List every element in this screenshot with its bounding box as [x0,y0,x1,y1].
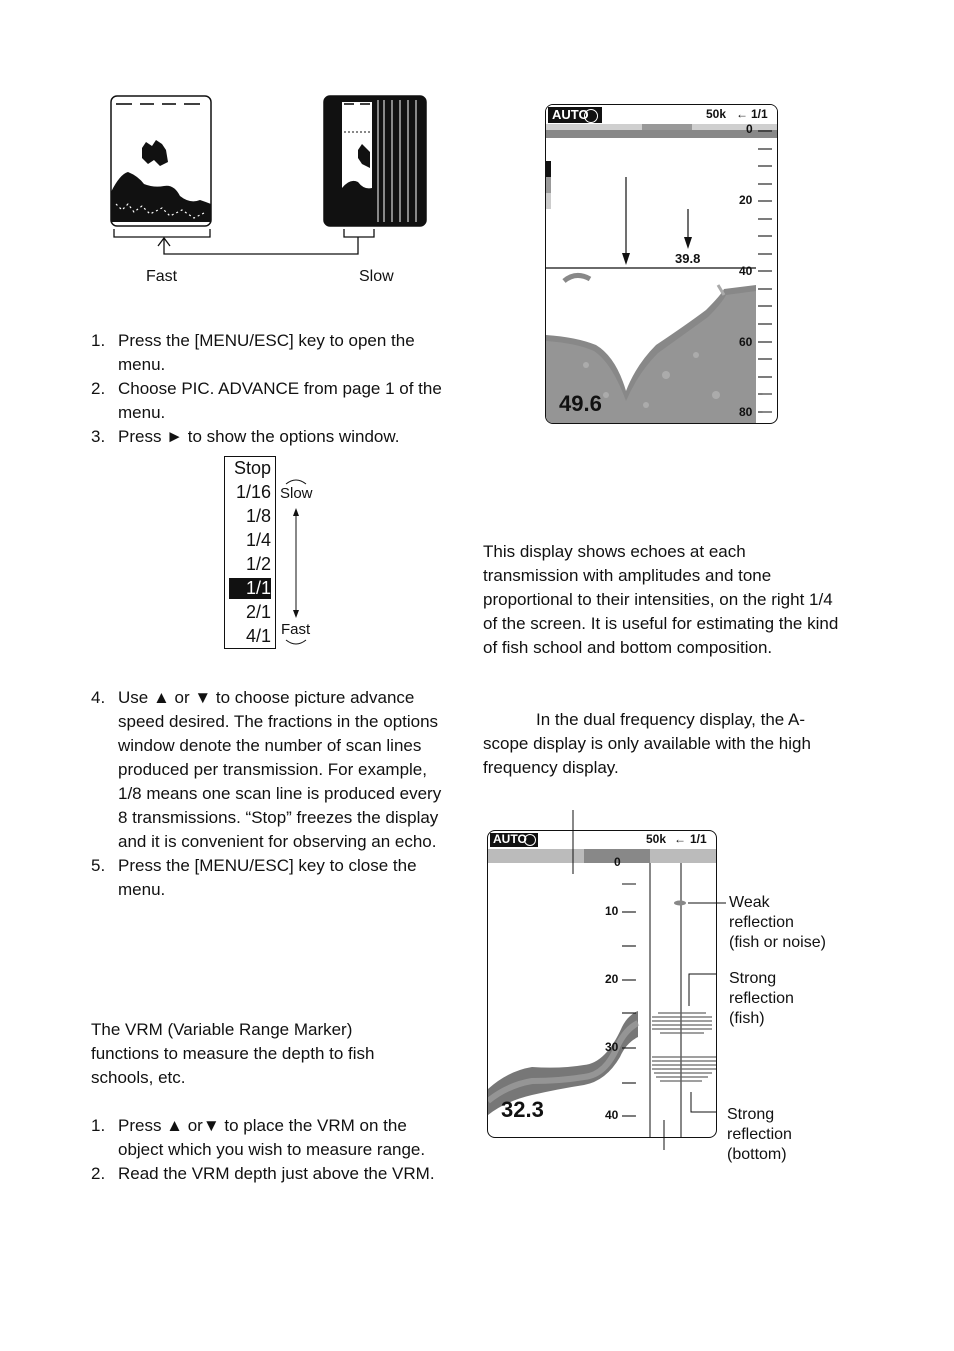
fish-icon [584,109,598,123]
auto-mode-label: AUTO [552,107,589,122]
scale-80: 80 [739,405,753,419]
scale-10: 10 [605,904,619,918]
ascope-note: In the dual frequency display, the A-scope display is only available with the high frequency display. [483,710,811,777]
scale-60: 60 [739,335,753,349]
steps-open-menu [91,329,446,449]
scale-0: 0 [746,122,753,136]
advance-arrow-icon: ← [736,107,748,121]
picture-advance-figure [108,92,433,260]
fast-screen [111,96,211,226]
list-item: 2. Choose PIC. ADVANCE from page 1 of the menu. [91,379,442,422]
advance-arrow-icon: ← [674,832,686,846]
list-item: 1. Press the [MENU/ESC] key to open the menu. [91,331,415,374]
advance-readout: 1/1 [751,107,768,121]
option-2-1[interactable]: 2/1 [245,602,271,622]
scale-30: 30 [605,1040,619,1054]
strong-fish-label: Strong reflection (fish) [729,970,794,1027]
option-1-8[interactable]: 1/8 [245,506,271,526]
option-1-4[interactable]: 1/4 [245,530,271,550]
slow-indicator: Slow [280,485,313,502]
scale-40: 40 [605,1108,619,1122]
frequency-readout: 50k [646,832,667,846]
depth-readout: 49.6 [559,391,602,416]
fast-label: Fast [146,268,178,285]
fast-indicator: Fast [281,621,311,638]
frequency-readout: 50k [706,107,727,121]
list-item: 3. Press ► to show the options window. [91,427,400,446]
slow-label: Slow [359,268,394,285]
option-stop[interactable]: Stop [233,458,271,478]
weak-reflection-label: Weak reflection (fish or noise) [729,894,826,951]
list-item: 5. Press the [MENU/ESC] key to close the menu. [91,856,417,899]
vrm-echo-screen [545,104,778,424]
options-window [224,456,276,649]
list-item: 1. Press ▲ or▼ to place the VRM on the object which you wish to measure range. [91,1116,426,1159]
slow-screen [324,96,426,226]
option-1-16[interactable]: 1/16 [235,482,271,502]
fish-icon [524,834,536,846]
steps-vrm [91,1114,441,1186]
ascope-callout-lines [560,810,730,1155]
list-item: 2. Read the VRM depth just above the VRM. [91,1164,435,1183]
scale-0: 0 [614,855,621,869]
vrm-intro: The VRM (Variable Range Marker) functions to measure the depth to fish schools, etc. [91,1020,375,1087]
scale-40: 40 [739,264,753,278]
scale-20: 20 [739,193,753,207]
steps-choose-speed [91,686,451,902]
option-1-1-selected[interactable]: 1/1 [245,578,271,598]
scale-20: 20 [605,972,619,986]
list-item: 4. Use ▲ or ▼ to choose picture advance speed desired. The fractions in the options window denote the number of scan lines produced per transmission. For example, 1/8 means one scan line is produced every 8 transmissions. “Stop” freezes the display and it is convenient for observing an echo. [91,688,442,851]
strong-bottom-label: Strong reflection (bottom) [727,1106,792,1163]
advance-readout: 1/1 [690,832,707,846]
depth-readout: 32.3 [501,1097,544,1122]
ascope-description: This display shows echoes at each transmission with amplitudes and tone proportional to their intensities, on the right 1/4 of the screen. It is useful for estimating the kind of fish school and bottom composition. [483,542,839,657]
option-1-2[interactable]: 1/2 [245,554,271,574]
auto-mode-label: AUTO [493,832,527,846]
option-4-1[interactable]: 4/1 [245,626,271,646]
vrm-depth-readout: 39.8 [675,251,701,266]
bracket-connector [114,229,374,254]
